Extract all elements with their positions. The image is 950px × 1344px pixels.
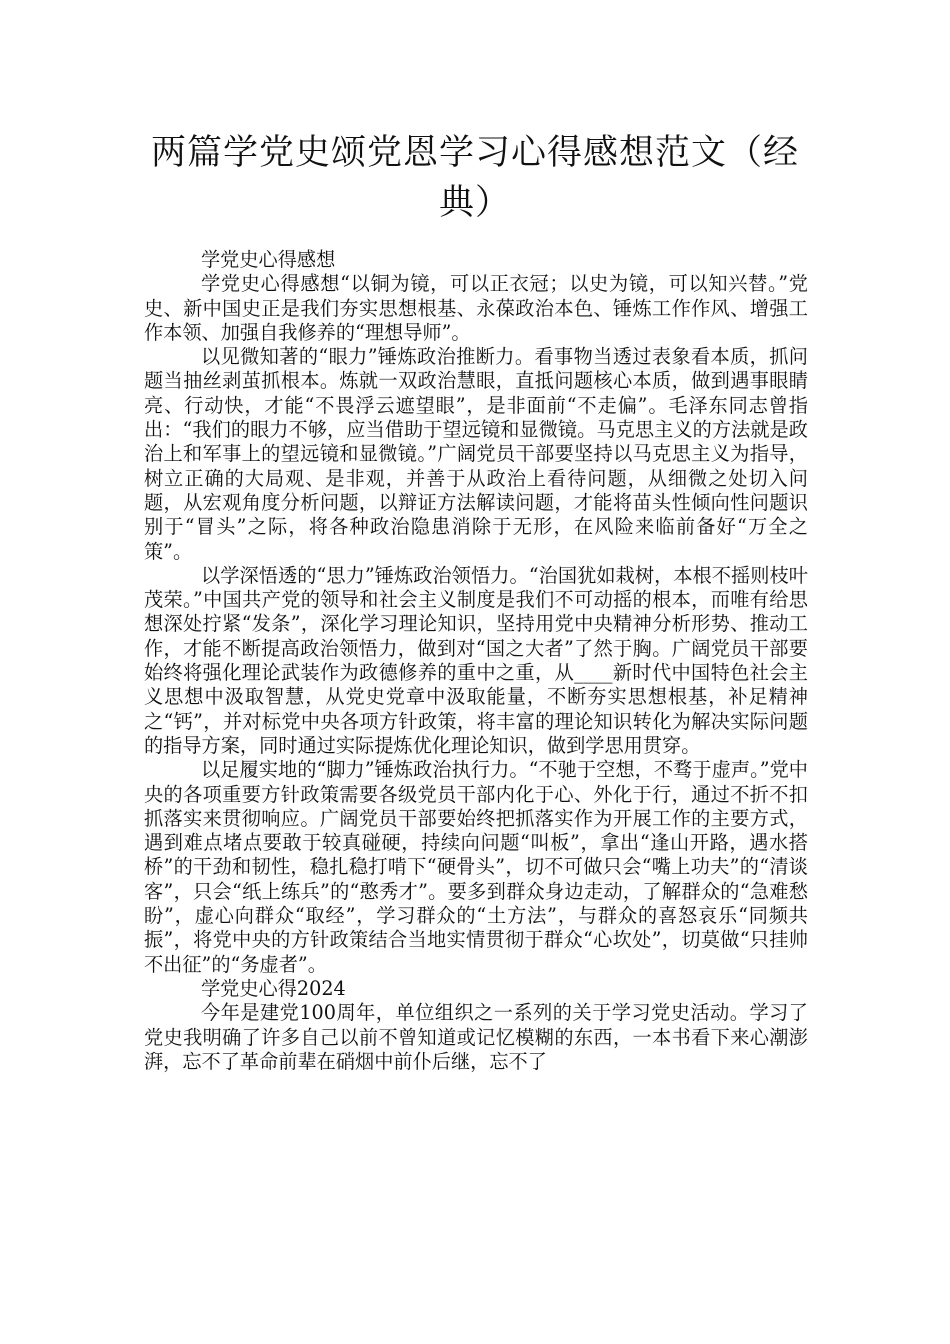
document-body (144, 248, 808, 1074)
section-heading: 学党史心得感想 (201, 248, 336, 271)
paragraph: 以见微知著的“眼力”锤炼政治推断力。看事物当透过表象看本质，抓问题当抽丝剥茧抓根本。炼就一双政治慧眼，直抵问题核心本质，做到遇事眼睛亮、行动快，才能“不畏浮云遮望眼”，是非面前“不走偏”。毛泽东同志曾指出：“我们的眼力不够，应当借助于望远镜和显微镜。马克思主义的方法就是政治上和军事上的望远镜和显微镜。”广阔党员干部要坚持以马克思主义为指导，树立正确的大局观、是非观，并善于从政治上看待问题，从细微之处切入问题，从宏观角度分析问题，以辩证方法解读问题，才能将苗头性倾向性问题识别于“冒头”之际，将各种政治隐患消除于无形，在风险来临前备好“万全之策”。 (144, 345, 808, 563)
paragraph: 以足履实地的“脚力”锤炼政治执行力。“不驰于空想，不骛于虚声。”党中央的各项重要方针政策需要各级党员干部内化于心、外化于行，通过不折不扣抓落实来贯彻响应。广阔党员干部要始终把抓落实作为开展工作的主要方式，遇到难点堵点要敢于较真碰硬，持续向问题“叫板”，拿出“逢山开路，遇水搭桥”的干劲和韧性，稳扎稳打啃下“硬骨头”，切不可做只会“嘴上功夫”的“清谈客”，只会“纸上练兵”的“憨秀才”。要多到群众身边走动，了解群众的“急难愁盼”，虚心向群众“取经”，学习群众的“土方法”，与群众的喜怒哀乐“同频共振”，将党中央的方针政策结合当地实情贯彻于群众“心坎处”，切莫做“只挂帅不出征”的“务虚者”。 (144, 758, 808, 976)
paragraph: 学党史心得感想“以铜为镜，可以正衣冠；以史为镜，可以知兴替。”党史、新中国史正是我们夯实思想根基、永葆政治本色、锤炼工作作风、增强工作本领、加强自我修养的“理想导师”。 (144, 272, 808, 344)
paragraph: 以学深悟透的“思力”锤炼政治领悟力。“治国犹如栽树，本根不摇则枝叶茂荣。”中国共产党的领导和社会主义制度是我们不可动摇的根本，而唯有给思想深处拧紧“发条”，深化学习理论知识，坚持用党中央精神分析形势、推动工作，才能不断提高政治领悟力，做到对“国之大者”了然于胸。广阔党员干部要始终将强化理论武装作为政德修养的重中之重，从____新时代中国特色社会主义思想中汲取智慧，从党史党章中汲取能量，不断夯实思想根基，补足精神之“钙”，并对标党中央各项方针政策，将丰富的理论知识转化为解决实际问题的指导方案，同时通过实际提炼优化理论知识，做到学思用贯穿。 (144, 563, 808, 757)
section-heading: 学党史心得2024 (201, 976, 346, 1000)
paragraph: 今年是建党100周年，单位组织之一系列的关于学习党史活动。学习了党史我明确了许多自己以前不曾知道或记忆模糊的东西，一本书看下来心潮澎湃，忘不了革命前辈在硝烟中前仆后继，忘不了 (144, 1001, 808, 1073)
document-title: 两篇学党史颂党恩学习心得感想范文（经典） (150, 133, 799, 223)
